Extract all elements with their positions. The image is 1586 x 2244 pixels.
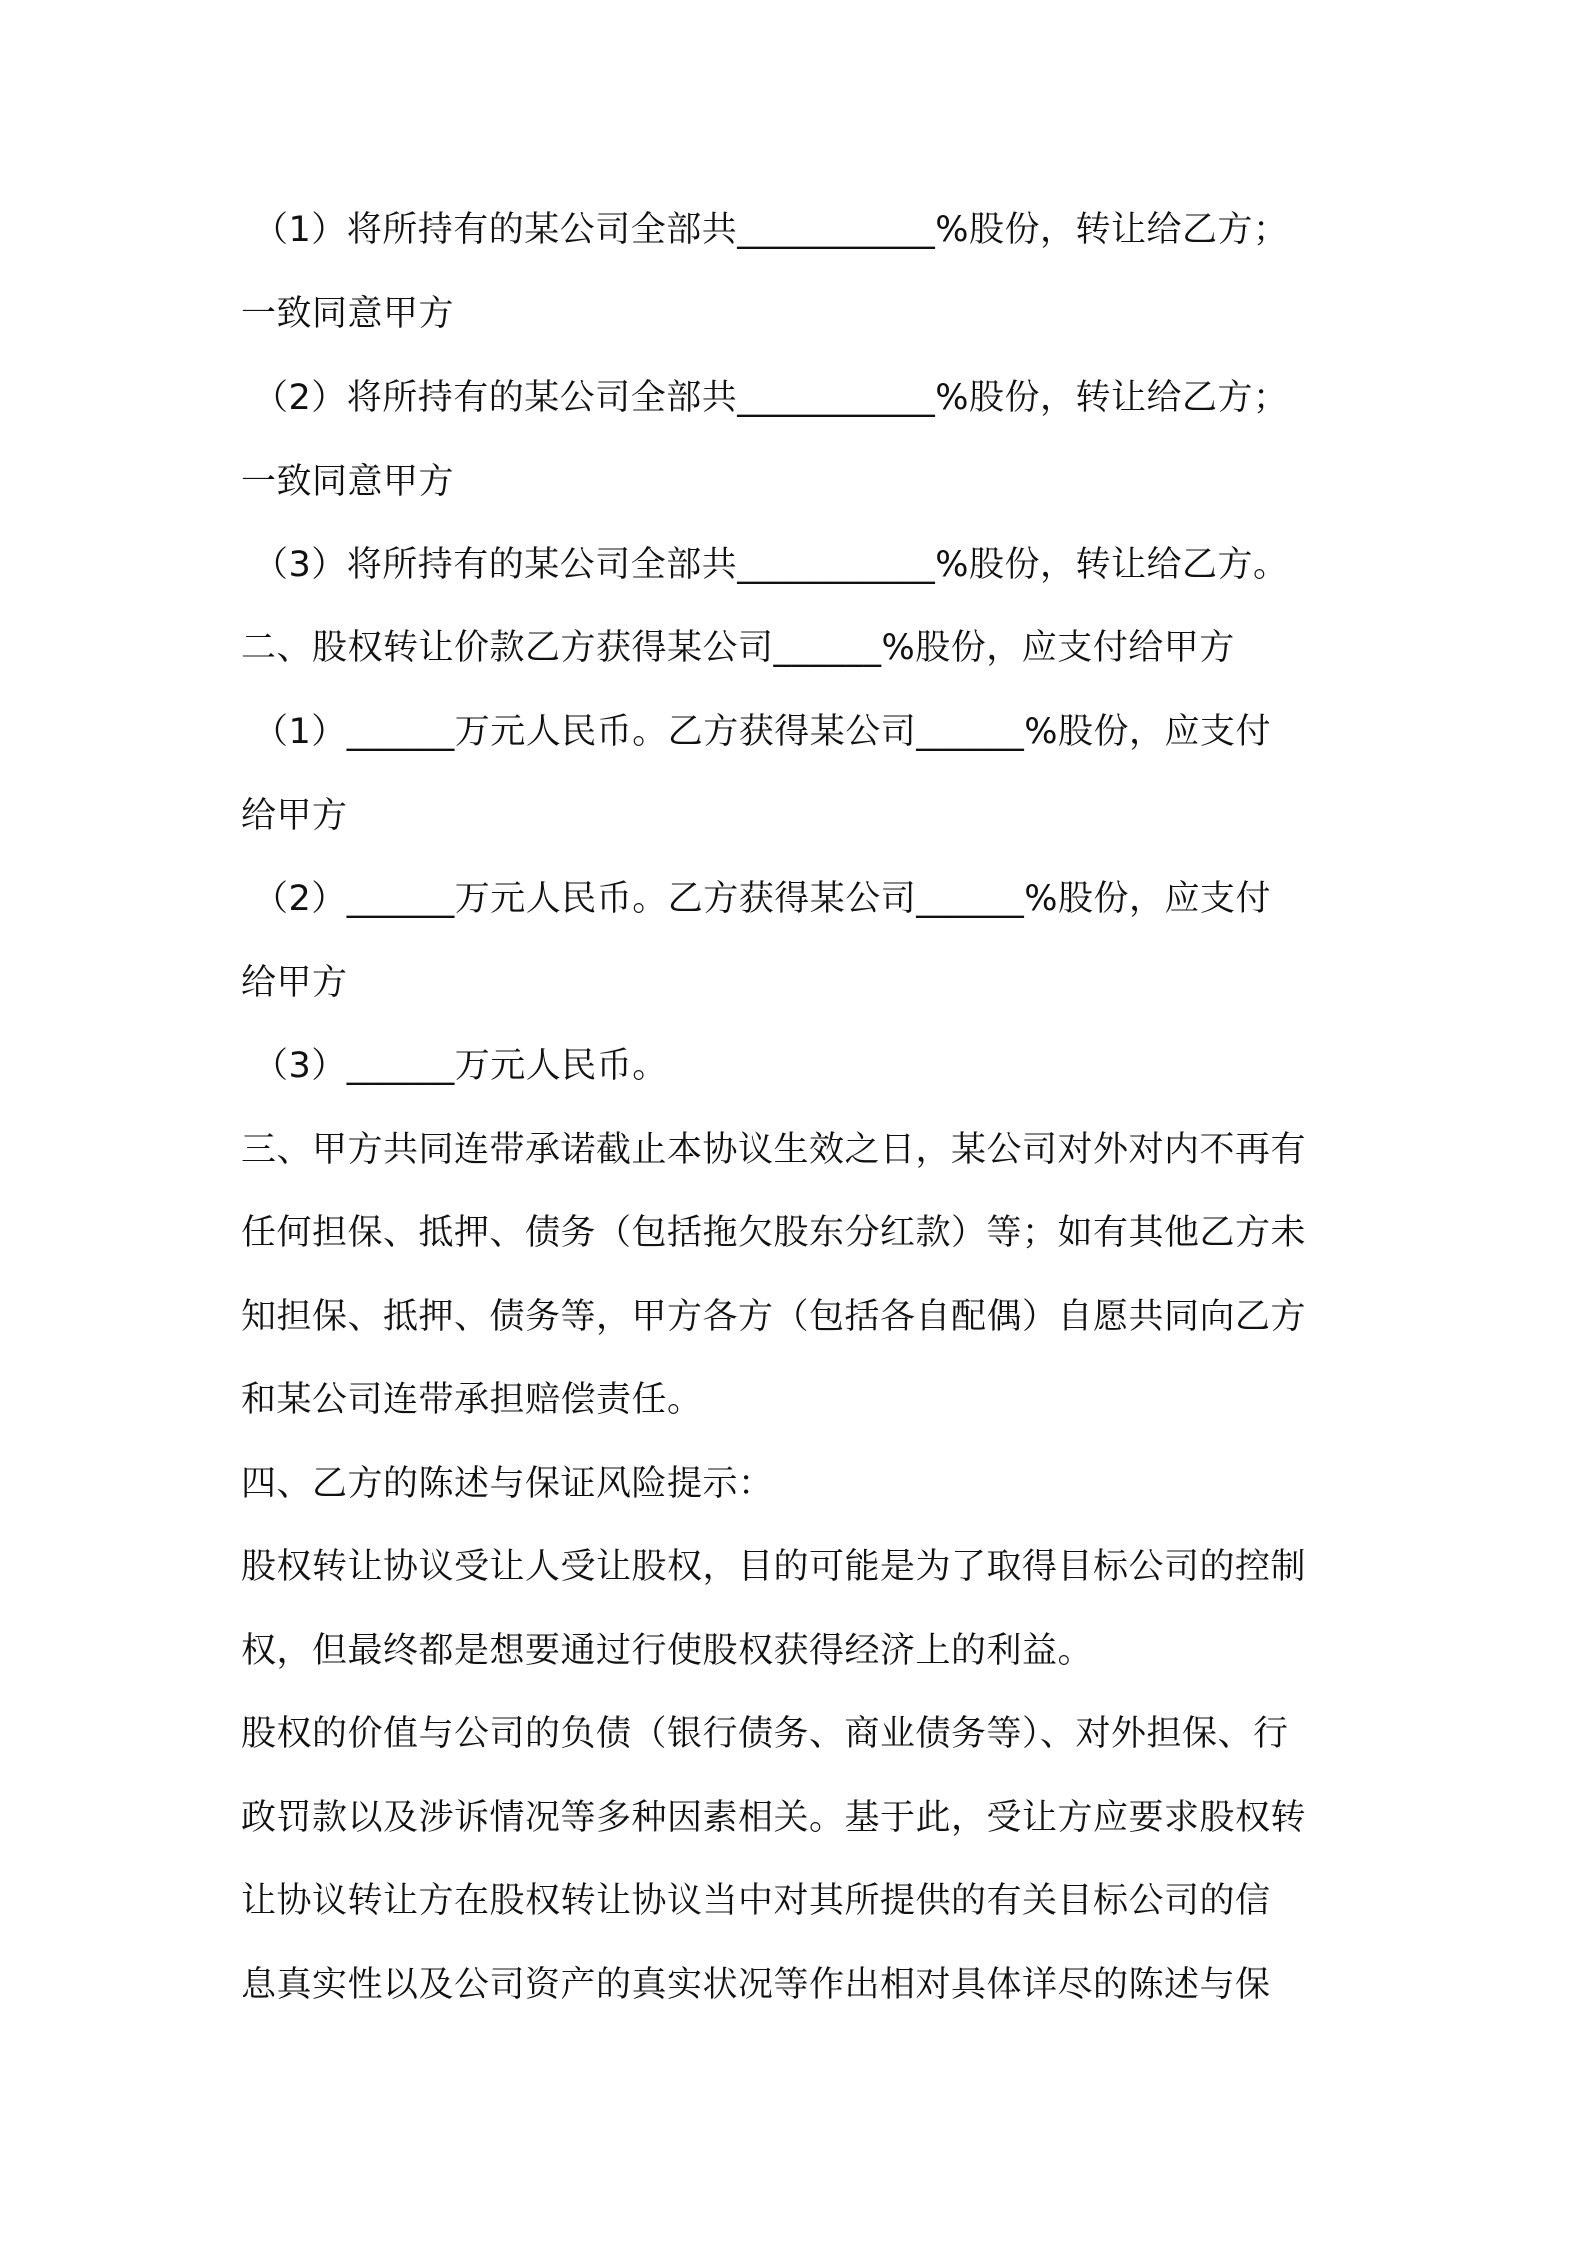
paragraph-2-line-4: 息真实性以及公司资产的真实状况等作出相对具体详尽的陈述与保 — [241, 1965, 1271, 2005]
paragraph-1-line-2: 权，但最终都是想要通过行使股权获得经济上的利益。 — [241, 1631, 1094, 1671]
clause-1-2-continuation: 一致同意甲方 — [241, 462, 455, 502]
paragraph-2-line-2: 政罚款以及涉诉情况等多种因素相关。基于此，受让方应要求股权转 — [241, 1798, 1307, 1838]
clause-1-1: （1）将所持有的某公司全部共___________%股份，转让给乙方； — [253, 210, 1289, 250]
section-3-line-2: 任何担保、抵押、债务（包括拖欠股东分红款）等；如有其他乙方未 — [241, 1213, 1307, 1253]
clause-2-2-continuation: 给甲方 — [241, 963, 348, 1003]
section-4-heading: 四、乙方的陈述与保证风险提示： — [241, 1464, 774, 1504]
clause-2-1: （1）______万元人民币。乙方获得某公司______%股份，应支付 — [253, 712, 1272, 752]
paragraph-2-line-1: 股权的价值与公司的负债（银行债务、商业债务等）、对外担保、行 — [241, 1714, 1289, 1754]
paragraph-2-line-3: 让协议转让方在股权转让协议当中对其所提供的有关目标公司的信 — [241, 1881, 1271, 1921]
clause-2-3: （3）______万元人民币。 — [253, 1046, 668, 1086]
section-3-line-1: 三、甲方共同连带承诺截止本协议生效之日，某公司对外对内不再有 — [241, 1130, 1307, 1170]
section-2-heading: 二、股权转让价款乙方获得某公司______%股份，应支付给甲方 — [241, 628, 1235, 668]
section-3-line-4: 和某公司连带承担赔偿责任。 — [241, 1380, 703, 1420]
clause-2-2: （2）______万元人民币。乙方获得某公司______%股份，应支付 — [253, 879, 1272, 919]
clause-2-1-continuation: 给甲方 — [241, 796, 348, 836]
section-3-line-3: 知担保、抵押、债务等，甲方各方（包括各自配偶）自愿共同向乙方 — [241, 1297, 1307, 1337]
paragraph-1-line-1: 股权转让协议受让人受让股权，目的可能是为了取得目标公司的控制 — [241, 1547, 1307, 1587]
clause-1-3: （3）将所持有的某公司全部共___________%股份，转让给乙方。 — [253, 545, 1289, 585]
clause-1-1-continuation: 一致同意甲方 — [241, 294, 455, 334]
clause-1-2: （2）将所持有的某公司全部共___________%股份，转让给乙方； — [253, 378, 1289, 418]
